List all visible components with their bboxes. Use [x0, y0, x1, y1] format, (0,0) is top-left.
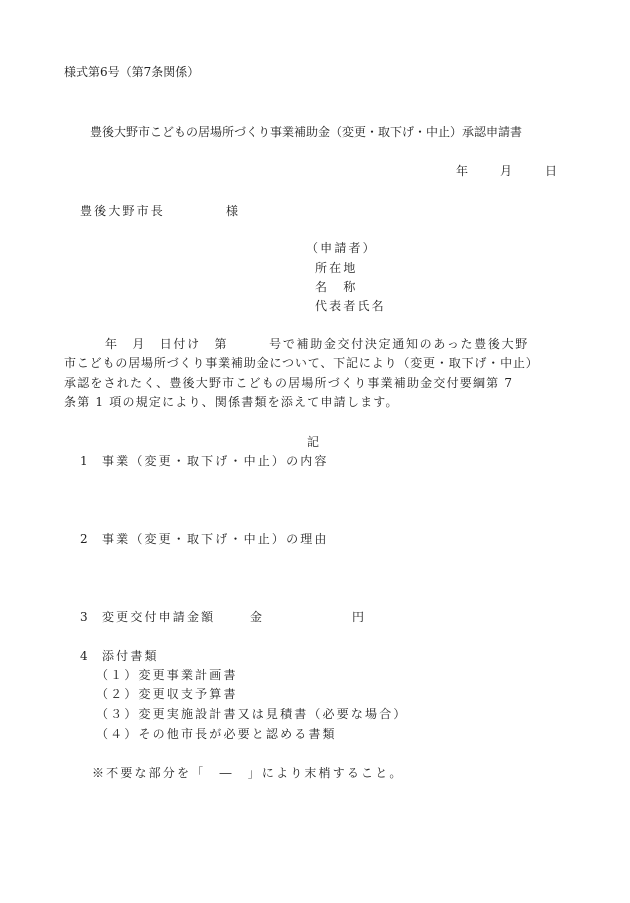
applicant-representative-label: 代表者氏名 [315, 299, 386, 313]
applicant-heading: （申請者） [306, 241, 377, 255]
addressee-name: 豊後大野市長 [80, 204, 165, 218]
attachment-item: （１）変更事業計画書 [96, 668, 238, 682]
note: ※不要な部分を「 ― 」により末梢すること。 [92, 766, 404, 780]
addressee-honorific: 様 [226, 204, 239, 218]
body-line-3: 承認をされたく、豊後大野市こどもの居場所づくり事業補助金交付要綱第 7 [64, 376, 514, 390]
item-3-number: 3 [80, 610, 88, 624]
item-1-number: 1 [80, 454, 88, 468]
date-year: 年 [456, 164, 469, 178]
ki-heading: 記 [307, 435, 320, 449]
item-2-number: 2 [80, 532, 88, 546]
item-3-amount-suffix: 円 [352, 610, 365, 624]
body-line-1: 年 月 日付け 第 号で補助金交付決定通知のあった豊後大野 [105, 337, 529, 351]
attachment-item: （２）変更収支予算書 [96, 687, 238, 701]
attachment-item: （３）変更実施設計書又は見積書（必要な場合） [96, 707, 408, 721]
item-1-label: 事業（変更・取下げ・中止）の内容 [102, 454, 329, 468]
body-line-4: 条第 1 項の規定により、関係書類を添えて申請します。 [64, 395, 399, 409]
attachment-item: （４）その他市長が必要と認める書類 [96, 727, 337, 741]
date-day: 日 [545, 164, 558, 178]
date-month: 月 [500, 164, 513, 178]
form-number: 様式第6号（第7条関係） [64, 65, 200, 79]
applicant-address-label: 所在地 [315, 261, 358, 275]
document-title: 豊後大野市こどもの居場所づくり事業補助金（変更・取下げ・中止）承認申請書 [90, 125, 523, 139]
applicant-name-label: 名 称 [315, 280, 358, 294]
item-4-number: 4 [80, 649, 88, 663]
body-line-2: 市こどもの居場所づくり事業補助金について、下記により（変更・取下げ・中止） [64, 356, 539, 370]
item-2-label: 事業（変更・取下げ・中止）の理由 [102, 532, 329, 546]
item-3-amount-prefix: 金 [250, 610, 263, 624]
item-3-label: 変更交付申請金額 [102, 610, 216, 624]
item-4-label: 添付書類 [102, 649, 159, 663]
